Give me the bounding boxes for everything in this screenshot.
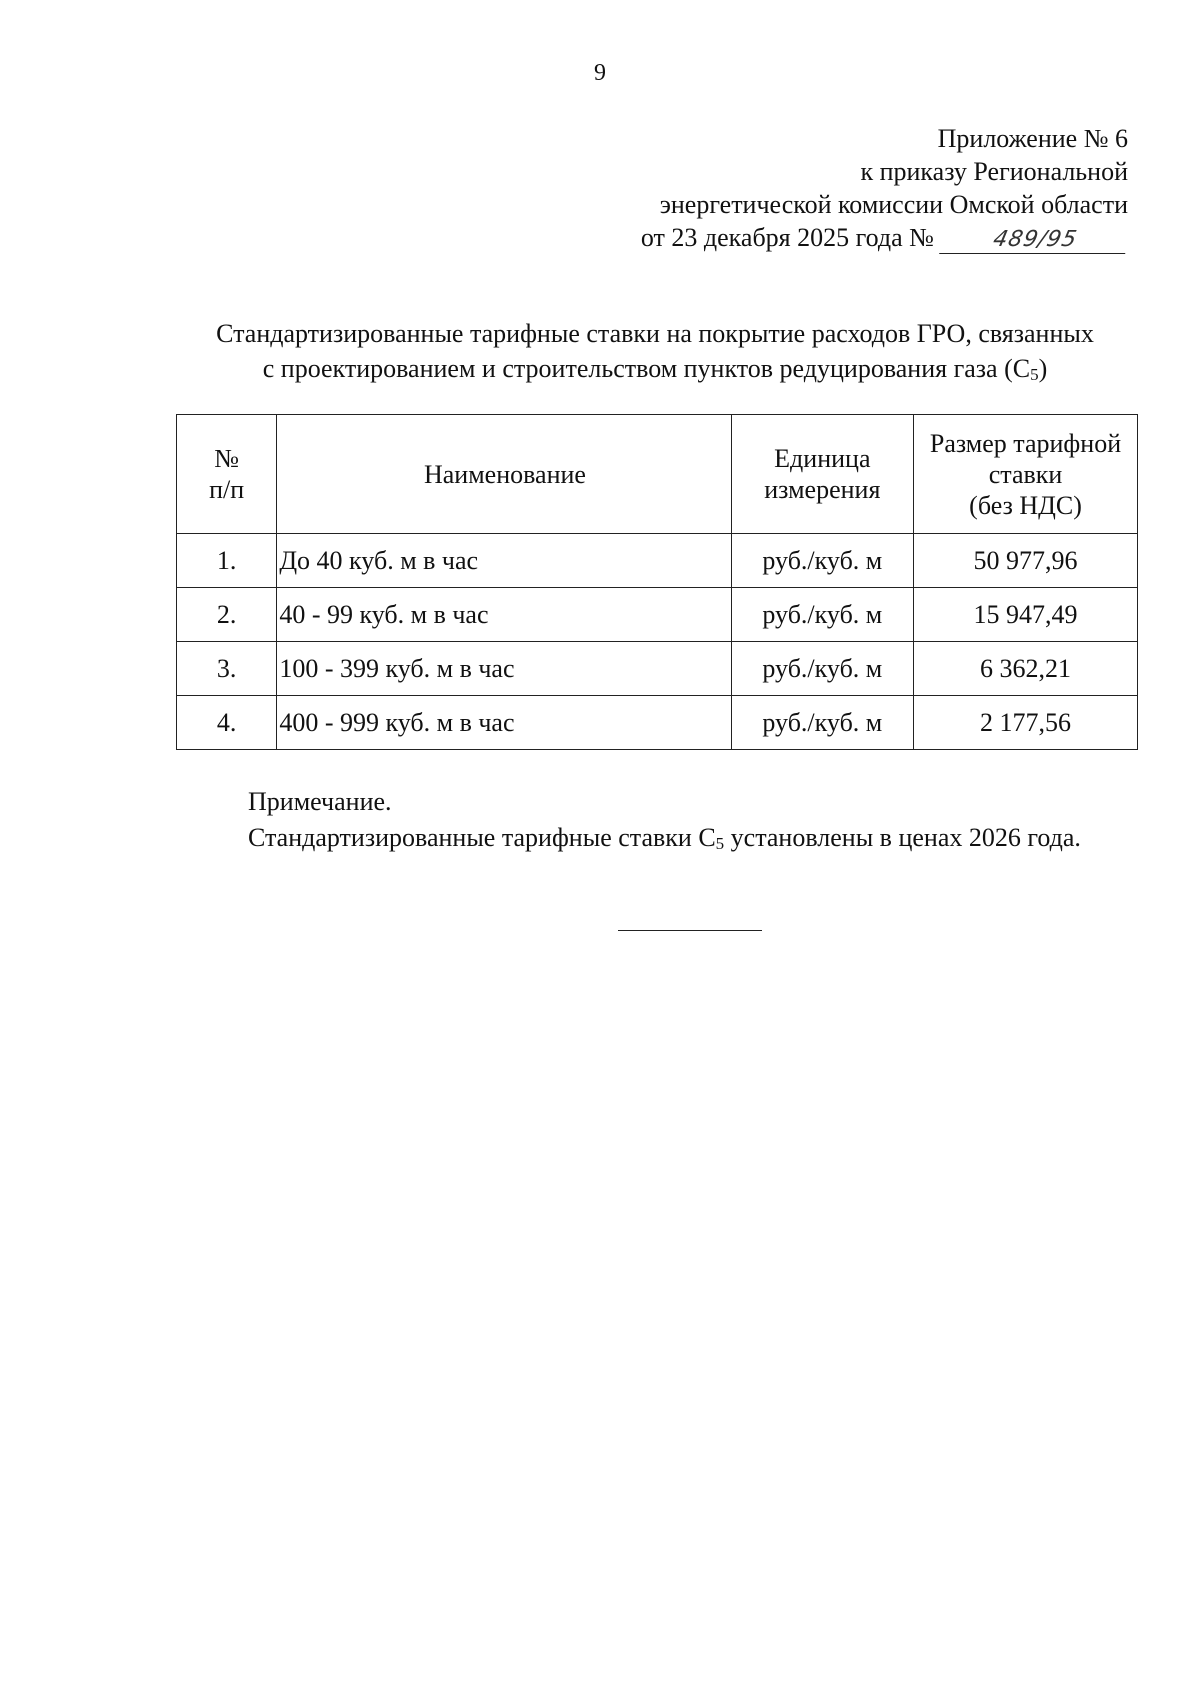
page-number: 9	[594, 60, 606, 86]
note-label: Примечание.	[248, 787, 392, 816]
row-unit: руб./куб. м	[731, 534, 913, 588]
header-num: № п/п	[177, 415, 277, 534]
table-row	[177, 642, 1138, 696]
table-row	[177, 588, 1138, 642]
row-rate: 50 977,96	[914, 534, 1138, 588]
appendix-order-ref: к приказу Региональной	[860, 157, 1128, 186]
appendix-date: от 23 декабря 2025 года №	[640, 223, 934, 252]
row-num: 4.	[177, 696, 277, 750]
row-rate: 6 362,21	[914, 642, 1138, 696]
handwritten-order-number: 489/95	[939, 227, 1131, 254]
row-unit: руб./куб. м	[731, 696, 913, 750]
row-unit: руб./куб. м	[731, 588, 913, 642]
table-row	[177, 534, 1138, 588]
appendix-commission: энергетической комиссии Омской области	[659, 190, 1128, 219]
row-rate: 2 177,56	[914, 696, 1138, 750]
row-num: 1.	[177, 534, 277, 588]
header-name: Наименование	[277, 415, 731, 534]
note-section	[176, 784, 1138, 862]
document-title-line-1: Стандартизированные тарифные ставки на покрытие расходов ГРО, связанных	[216, 319, 1094, 348]
note-text: Стандартизированные тарифные ставки $С_5$ установлены в ценах 2026 года.	[248, 823, 1081, 853]
row-name: 40 - 99 куб. м в час	[277, 588, 731, 642]
document-title	[176, 316, 1134, 392]
appendix-title: Приложение № 6	[937, 124, 1128, 153]
row-name: 400 - 999 куб. м в час	[277, 696, 731, 750]
row-num: 2.	[177, 588, 277, 642]
end-divider	[618, 930, 762, 931]
appendix-header	[641, 122, 1128, 254]
row-unit: руб./куб. м	[731, 642, 913, 696]
document-title-line-2: с проектированием и строительством пунктов редуцирования газа $(С_5)$	[262, 354, 1048, 384]
table-row	[177, 696, 1138, 750]
table-header-row	[177, 415, 1138, 534]
header-rate: Размер тарифной ставки (без НДС)	[914, 415, 1138, 534]
row-name: 100 - 399 куб. м в час	[277, 642, 731, 696]
appendix-order-line	[641, 221, 1128, 254]
row-num: 3.	[177, 642, 277, 696]
row-name: До 40 куб. м в час	[277, 534, 731, 588]
row-rate: 15 947,49	[914, 588, 1138, 642]
header-unit: Единица измерения	[731, 415, 913, 534]
tariff-table	[176, 414, 1138, 750]
